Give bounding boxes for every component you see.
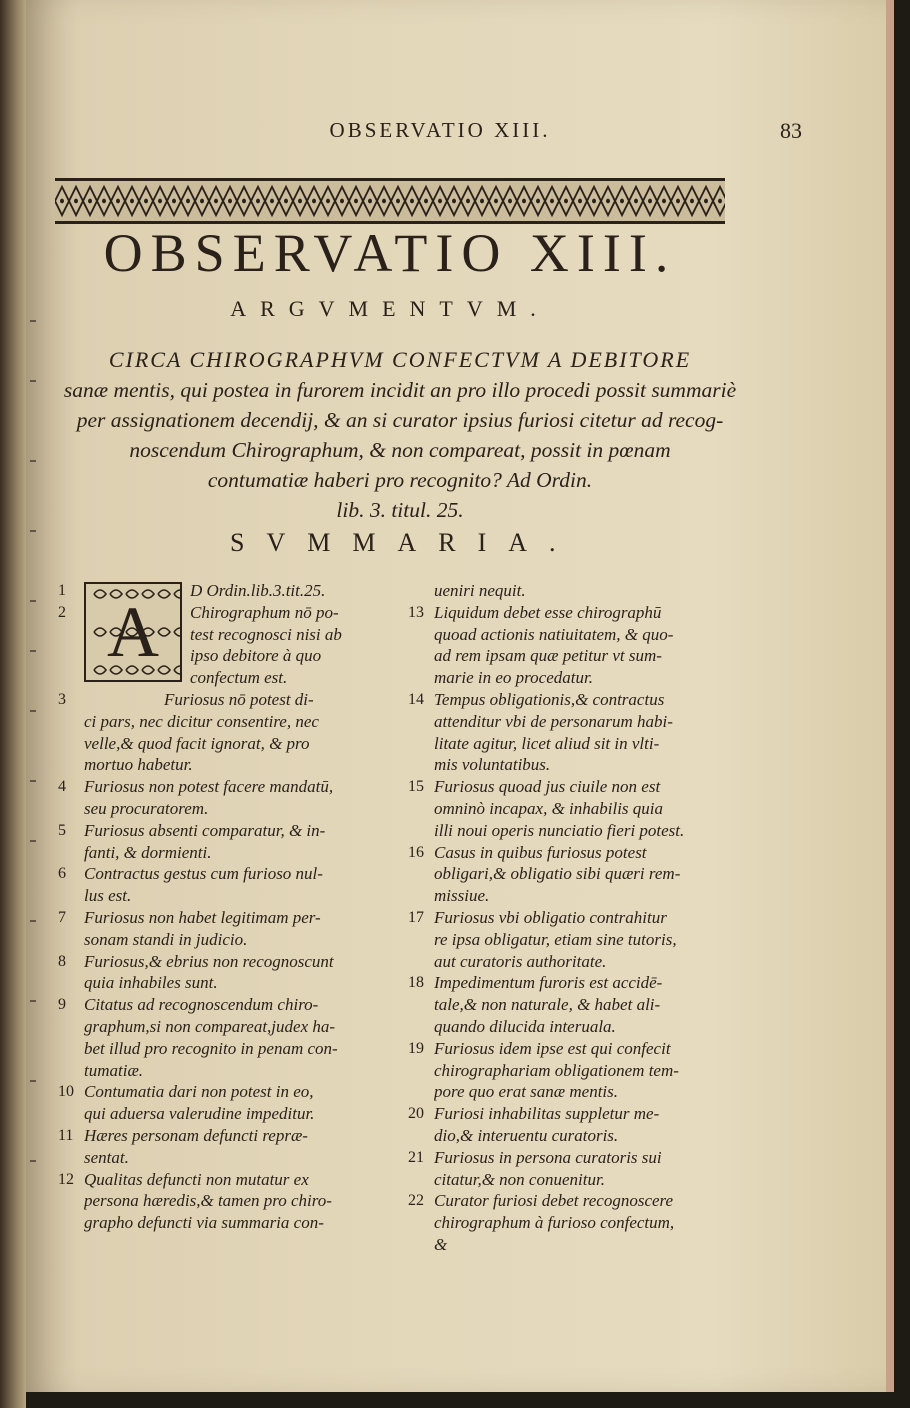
entry-line: grapho defuncti via summaria con- [84, 1213, 324, 1233]
summary-entry [58, 689, 398, 776]
entry-text [84, 863, 398, 907]
entry-line: quia inhabiles sunt. [84, 973, 218, 993]
entry-line: test recognosci nisi ab [190, 624, 342, 644]
entry-line: D Ordin.lib.3.tit.25. [190, 581, 326, 600]
entry-number: 10 [58, 1083, 74, 1101]
entry-line: confectum est. [190, 668, 288, 688]
entry-line: chirographum à furioso confectum, [434, 1213, 675, 1233]
entry-line: Furiosus non potest facere mandatū, [84, 777, 334, 797]
entry-line: re ipsa obligatur, etiam sine tutoris, [434, 929, 677, 949]
entry-text [434, 689, 740, 776]
entry-line: pore quo erat sanæ mentis. [434, 1082, 619, 1102]
entry-number: 21 [408, 1148, 424, 1166]
entry-number: 22 [408, 1192, 424, 1210]
entry-line: bet illud pro recognito in penam con- [84, 1038, 338, 1058]
entry-text [190, 602, 398, 689]
argument-line: sanæ mentis, qui postea in furorem incidit an pro illo procedi possit summariè [63, 378, 737, 402]
entry-line: velle,& quod facit ignorat, & pro [84, 733, 310, 753]
headpiece-ornament [55, 178, 725, 224]
summary-entry [408, 1103, 740, 1147]
entry-number: 13 [408, 603, 424, 621]
summary-entry [408, 580, 740, 602]
entry-line: tumatiæ. [84, 1060, 144, 1080]
entry-line: marie in eo procedatur. [434, 668, 593, 688]
entry-line: Hæres personam defuncti repræ- [84, 1125, 308, 1145]
entry-text [434, 907, 740, 972]
entry-line: Furiosus idem ipse est qui confecit [434, 1038, 671, 1058]
entry-number: 19 [408, 1039, 424, 1057]
summary-entry [58, 1081, 398, 1125]
entry-line: ueniri nequit. [434, 581, 526, 600]
entry-line: litate agitur, licet aliud sit in vlti- [434, 733, 660, 753]
entry-line: chirographariam obligationem tem- [434, 1060, 679, 1080]
entry-line: Furiosus vbi obligatio contrahitur [434, 907, 667, 927]
summary-entry [408, 1190, 740, 1255]
entry-text [84, 820, 398, 864]
entry-line: obligari,& obligatio sibi quæri rem- [434, 864, 681, 884]
summary-entry [58, 951, 398, 995]
entry-line: Contractus gestus cum furioso nul- [84, 864, 323, 884]
entry-line: qui aduersa valerudine impeditur. [84, 1104, 315, 1124]
entry-number: 9 [58, 996, 66, 1014]
entry-number: 5 [58, 821, 66, 839]
argument-text [60, 345, 740, 525]
entry-line: fanti, & dormienti. [84, 842, 212, 862]
entry-text [84, 1081, 398, 1125]
entry-line: mortuo habetur. [84, 755, 193, 775]
entry-number: 12 [58, 1170, 74, 1188]
summary-entry [408, 602, 740, 689]
chapter-title: OBSERVATIO XIII. [103, 223, 677, 283]
entry-number: 8 [58, 952, 66, 970]
entry-number: 18 [408, 974, 424, 992]
running-head: OBSERVATIO XIII. [329, 118, 551, 142]
entry-line: Furiosus non habet legitimam per- [84, 907, 321, 927]
summary-entry [58, 1125, 398, 1169]
entry-number: 1 [58, 582, 66, 599]
entry-line: aut curatoris authoritate. [434, 951, 607, 971]
argument-line: noscendum Chirographum, & non compareat, possit in pœnam [129, 438, 671, 462]
entry-line: Tempus obligationis,& contractus [434, 689, 665, 709]
entry-text [434, 1190, 740, 1255]
entry-text [434, 580, 740, 602]
entry-text [434, 842, 740, 907]
entry-number: 2 [58, 603, 66, 621]
entry-text [84, 951, 398, 995]
summary-entry [58, 994, 398, 1081]
entry-number: 6 [58, 865, 66, 883]
entry-text [84, 776, 398, 820]
summaria-heading: SVMMARIA. [230, 528, 578, 557]
summary-entry [58, 863, 398, 907]
entry-line: Contumatia dari non potest in eo, [84, 1082, 314, 1102]
margin-marks [26, 320, 42, 1220]
entry-line: Qualitas defuncti non mutatur ex [84, 1169, 309, 1189]
summary-entry [58, 1169, 398, 1234]
summary-entry [408, 907, 740, 972]
entry-line: omninò incapax, & inhabilis quia [434, 798, 664, 818]
entry-number: 16 [408, 843, 424, 861]
entry-line: & [434, 1234, 448, 1254]
initial-letter: A [107, 592, 159, 672]
entry-line: attenditur vbi de personarum habi- [434, 711, 673, 731]
entry-line: Curator furiosi debet recognoscere [434, 1191, 674, 1211]
argument-line: contumatiæ haberi pro recognito? Ad Ordin. [207, 468, 593, 492]
entry-number: 14 [408, 690, 424, 708]
entry-text [84, 1125, 398, 1169]
entry-line: Liquidum debet esse chirographū [434, 602, 662, 622]
argument-line: lib. 3. titul. 25. [336, 498, 464, 522]
entry-line: quoad actionis natiuitatem, & quo- [434, 624, 674, 644]
entry-line: quando dilucida interuala. [434, 1016, 616, 1036]
entry-line: sonam standi in judicio. [84, 929, 248, 949]
entry-line: Casus in quibus furiosus potest [434, 842, 647, 862]
page-number: 83 [780, 118, 802, 143]
entry-number: 17 [408, 908, 424, 926]
ornament-band [55, 181, 725, 221]
entry-line: Furiosus,& ebrius non recognoscunt [84, 951, 334, 971]
entry-line: ci pars, nec dicitur consentire, nec [84, 711, 319, 731]
entry-line: Furiosus quoad jus ciuile non est [434, 777, 661, 797]
summary-entry [408, 1147, 740, 1191]
summary-entry [58, 602, 398, 689]
entry-line: graphum,si non compareat,judex ha- [84, 1016, 336, 1036]
summary-column-right [408, 580, 740, 1256]
entry-text [434, 776, 740, 841]
entry-number: 15 [408, 778, 424, 796]
entry-line: citatur,& non conuenitur. [434, 1169, 605, 1189]
summary-column-left [58, 580, 398, 1234]
entry-number: 3 [58, 690, 66, 708]
summary-entry [408, 842, 740, 907]
entry-line: illi noui operis nunciatio fieri potest. [434, 820, 685, 840]
entry-text [84, 689, 398, 776]
entry-line: Furiosi inhabilitas suppletur me- [434, 1104, 660, 1124]
entry-line: Furiosus nō potest di- [164, 689, 314, 709]
entry-text [434, 602, 740, 689]
entry-number: 4 [58, 778, 66, 796]
entry-number: 11 [58, 1126, 74, 1144]
entry-line: ipso debitore à quo [190, 646, 322, 666]
entry-line: Chirographum nō po- [190, 602, 339, 622]
entry-line: tale,& non naturale, & habet ali- [434, 995, 661, 1015]
entry-line: ad rem ipsam quæ petitur vt sum- [434, 646, 662, 666]
entry-number: 20 [408, 1105, 424, 1123]
entry-line: Furiosus in persona curatoris sui [434, 1147, 662, 1167]
entry-text [84, 1169, 398, 1234]
entry-line: persona hæredis,& tamen pro chiro- [84, 1191, 332, 1211]
entry-line: seu procuratorem. [84, 798, 209, 818]
argument-line: per assignationem decendij, & an si curator ipsius furiosi citetur ad recog- [76, 408, 724, 432]
summary-entry [58, 907, 398, 951]
entry-line: Citatus ad recognoscendum chiro- [84, 995, 319, 1015]
summary-entry [408, 776, 740, 841]
entry-text [434, 1103, 740, 1147]
binding-gutter [0, 0, 26, 1408]
entry-line: Furiosus absenti comparatur, & in- [84, 820, 326, 840]
entry-text [434, 972, 740, 1037]
summary-entry [408, 1038, 740, 1103]
argument-line: CIRCA CHIROGRAPHVM CONFECTVM A DEBITORE [108, 347, 692, 372]
entry-line: dio,& interuentu curatoris. [434, 1125, 619, 1145]
summary-entry [58, 820, 398, 864]
entry-text [84, 994, 398, 1081]
entry-line: Impedimentum furoris est accidē- [434, 973, 663, 993]
entry-line: mis voluntatibus. [434, 755, 551, 775]
summary-entry [408, 972, 740, 1037]
entry-line: missiue. [434, 886, 490, 906]
summary-entry [58, 776, 398, 820]
entry-text [434, 1147, 740, 1191]
entry-line: lus est. [84, 886, 132, 906]
entry-number: 7 [58, 908, 66, 926]
entry-text [434, 1038, 740, 1103]
entry-text [84, 907, 398, 951]
summary-entry [408, 689, 740, 776]
entry-line: sentat. [84, 1147, 129, 1167]
argument-heading: ARGVMENTVM. [230, 296, 550, 321]
